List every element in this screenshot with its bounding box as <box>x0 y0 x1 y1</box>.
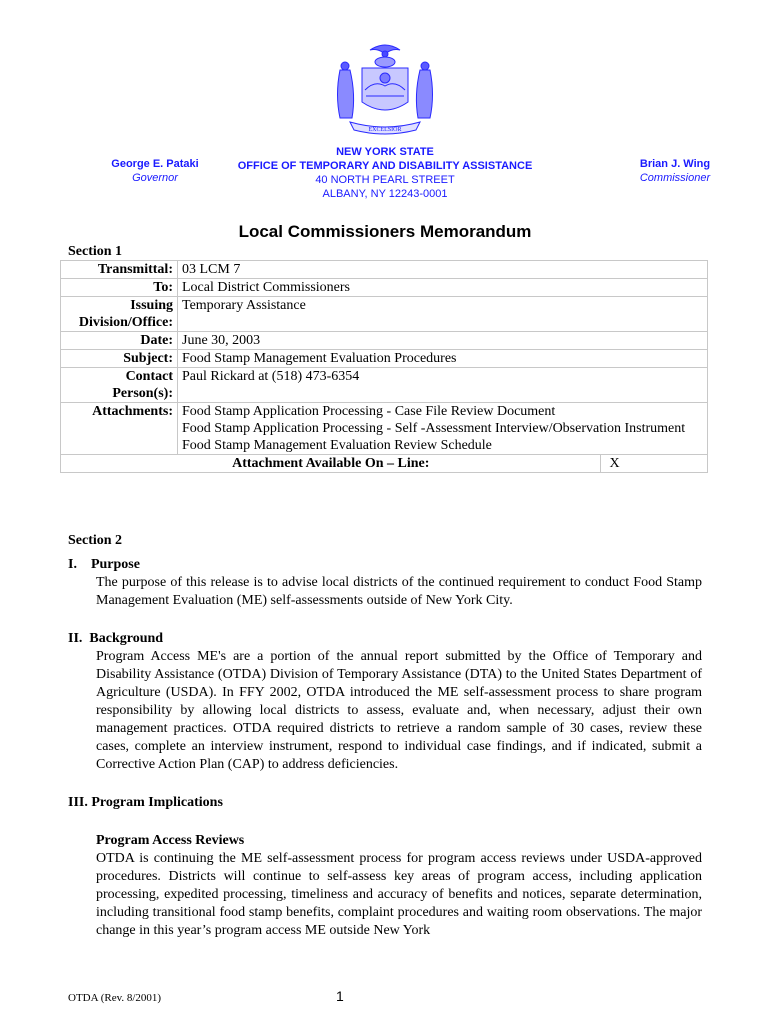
row-label: To: <box>61 279 178 297</box>
commissioner-block <box>610 157 740 185</box>
row-label: Date: <box>61 332 178 350</box>
memo-title: Local Commissioners Memorandum <box>238 222 532 241</box>
background-text: Program Access ME's are a portion of the annual report submitted by the Office of Temporary and Disability Assistance (OTDA) Division of Temporary Assistance (DTA) to the United States Department of Agriculture (USDA). In FFY 2002, OTDA introduced the ME self-assessment process to share program responsibility by allowing local districts to assess, evaluate and, when necessary, adjust their own management practices. OTDA required districts to retrieve a random sample of 30 cases, review these cases, complete an interview instrument, respond to individual case findings, and if indicated, submit a Corrective Action Plan (CAP) to address deficiencies. <box>96 649 702 772</box>
reviews-heading: Program Access Reviews <box>96 833 245 848</box>
table-row <box>61 455 708 473</box>
online-value: X <box>601 455 708 473</box>
state-name: NEW YORK STATE <box>336 146 434 158</box>
new-york-state-seal <box>310 40 460 140</box>
governor-title: Governor <box>132 172 178 184</box>
row-value: Paul Rickard at (518) 473-6354 <box>178 368 708 403</box>
attachments-label: Attachments: <box>61 403 178 455</box>
table-row <box>61 261 708 279</box>
street-address: 40 NORTH PEARL STREET <box>315 174 455 186</box>
form-revision: OTDA (Rev. 8/2001) <box>68 992 162 1004</box>
reviews-text: OTDA is continuing the ME self-assessment process for program access reviews under USDA-approved procedures. Districts will continue to self-assess key areas of program access, including application processing, expedited processing, timeliness and accuracy of benefits and notices, separate determination, including transitional food stamp benefits, complaint procedures and waiting room observations. The major change in this year’s program access ME outside New York <box>96 851 702 938</box>
section2-label: Section 2 <box>68 533 123 548</box>
row-label: Transmittal: <box>61 261 178 279</box>
row-label: Contact Person(s): <box>61 368 178 403</box>
table-row <box>61 403 708 455</box>
row-label: Issuing Division/Office: <box>61 297 178 332</box>
section2-body <box>68 532 702 940</box>
table-row <box>61 332 708 350</box>
row-value: Temporary Assistance <box>178 297 708 332</box>
commissioner-name: Brian J. Wing <box>639 158 711 170</box>
attachments-list <box>178 403 708 455</box>
table-row <box>61 279 708 297</box>
row-label: Subject: <box>61 350 178 368</box>
online-label: Attachment Available On – Line: <box>61 455 601 473</box>
implications-heading: III. Program Implications <box>68 795 223 810</box>
row-value: Local District Commissioners <box>178 279 708 297</box>
attachment-item: Food Stamp Application Processing - Case File Review Document <box>182 404 556 419</box>
row-value: Food Stamp Management Evaluation Procedures <box>178 350 708 368</box>
attachment-item: Food Stamp Management Evaluation Review Schedule <box>182 438 492 453</box>
row-value: 03 LCM 7 <box>178 261 708 279</box>
table-row <box>61 368 708 403</box>
section1-label: Section 1 <box>68 244 123 259</box>
transmittal-table <box>60 260 708 473</box>
purpose-heading: I. Purpose <box>68 557 140 572</box>
city-address: ALBANY, NY 12243-0001 <box>322 188 448 200</box>
table-row <box>61 297 708 332</box>
seal-motto: EXCELSIOR <box>368 127 402 133</box>
page-number: 1 <box>336 988 344 1004</box>
governor-name: George E. Pataki <box>111 158 199 170</box>
agency-block <box>200 145 570 201</box>
commissioner-title: Commissioner <box>639 172 711 184</box>
attachment-item: Food Stamp Application Processing - Self -Assessment Interview/Observation Instrument <box>182 421 686 436</box>
office-name: OFFICE OF TEMPORARY AND DISABILITY ASSISTANCE <box>237 160 533 172</box>
purpose-text: The purpose of this release is to advise local districts of the continued requirement to conduct Food Stamp Management Evaluation (ME) self-assessments outside of New York City. <box>96 575 702 608</box>
row-value: June 30, 2003 <box>178 332 708 350</box>
table-row <box>61 350 708 368</box>
background-heading: II. Background <box>68 631 164 646</box>
